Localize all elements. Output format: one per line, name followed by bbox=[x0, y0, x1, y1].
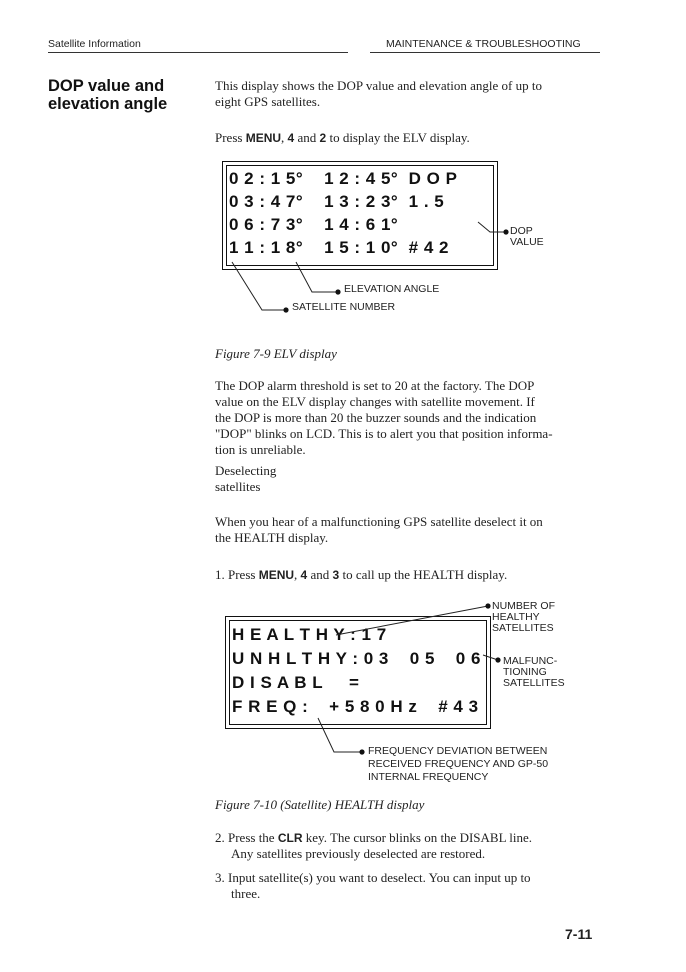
figure-7-9-caption: Figure 7-9 ELV display bbox=[215, 346, 337, 361]
dop-bullet bbox=[503, 229, 508, 234]
dop-value-label: DOP VALUE bbox=[510, 225, 544, 248]
elv-row-1: 0 2 : 1 5° 1 2 : 4 5° D O P bbox=[229, 169, 458, 188]
healthy-leader-line bbox=[336, 606, 488, 635]
satellite-leader-line bbox=[232, 262, 286, 310]
menu-key: MENU bbox=[245, 131, 282, 145]
intro-paragraph: This display shows the DOP value and elevation angle of up to eight GPS satellites. bbox=[215, 78, 542, 109]
healthy-count-label: NUMBER OF HEALTHY SATELLITES bbox=[492, 600, 555, 634]
satellite-bullet bbox=[283, 307, 288, 312]
clr-key: CLR bbox=[277, 831, 303, 845]
elevation-bullet bbox=[335, 289, 340, 294]
health-intro-paragraph: When you hear of a malfunctioning GPS satellite deselect it on the HEALTH display. bbox=[215, 514, 543, 545]
step-3: 3. Input satellite(s) you want to deselect. You can input up to three. bbox=[215, 870, 531, 901]
freq-deviation-label: FREQUENCY DEVIATION BETWEEN RECEIVED FREQUENCY AND GP-50 INTERNAL FREQUENCY bbox=[368, 745, 549, 783]
freq-leader-line bbox=[318, 718, 362, 752]
health-row-3: D I S A B L = bbox=[232, 673, 360, 692]
press-elv-instruction: Press MENU, 4 and 2 to display the ELV display. bbox=[215, 130, 470, 145]
step-2: 2. Press the CLR key. The cursor blinks on the DISABL line. Any satellites previously deselected are restored. bbox=[215, 830, 533, 861]
elv-row-3: 0 6 : 7 3° 1 4 : 6 1° bbox=[229, 215, 399, 234]
menu-key: MENU bbox=[258, 568, 295, 582]
header-right: MAINTENANCE & TROUBLESHOOTING bbox=[386, 38, 581, 50]
page-number: 7-11 bbox=[565, 926, 593, 942]
header-left: Satellite Information bbox=[48, 38, 141, 50]
malfunction-bullet bbox=[495, 657, 500, 662]
malfunctioning-label: MALFUNC- TIONING SATELLITES bbox=[503, 655, 565, 689]
elv-row-4: 1 1 : 1 8° 1 5 : 1 0° # 4 2 bbox=[229, 238, 449, 257]
elevation-leader-line bbox=[296, 262, 338, 292]
health-row-4: F R E Q : + 5 8 0 H z # 4 3 bbox=[232, 697, 479, 716]
deselecting-subhead: Deselecting satellites bbox=[215, 463, 277, 494]
section-heading-line1: DOP value and bbox=[48, 77, 165, 95]
dop-paragraph: The DOP alarm threshold is set to 20 at the factory. The DOP value on the ELV display changes with satellite movement. If the DOP is more than 20 the buzzer sounds and the indication "DOP" blinks on LCD. This is to alert you that position informa- tion is unreliable. bbox=[215, 378, 553, 457]
health-row-2: U N H L T H Y : 0 3 0 5 0 6 bbox=[232, 649, 481, 668]
section-heading-line2: elevation angle bbox=[48, 95, 168, 113]
freq-bullet bbox=[359, 749, 364, 754]
health-row-1: H E A L T H Y : 1 7 bbox=[232, 625, 387, 644]
elv-row-2: 0 3 : 4 7° 1 3 : 2 3° 1 . 5 bbox=[229, 192, 445, 211]
healthy-bullet bbox=[485, 603, 490, 608]
step-1: 1. Press MENU, 4 and 3 to call up the HEALTH display. bbox=[215, 567, 508, 582]
dop-leader-line bbox=[478, 222, 506, 232]
satellite-number-label: SATELLITE NUMBER bbox=[292, 301, 396, 313]
figure-7-10-caption: Figure 7-10 (Satellite) HEALTH display bbox=[215, 797, 425, 812]
elevation-angle-label: ELEVATION ANGLE bbox=[344, 283, 440, 295]
